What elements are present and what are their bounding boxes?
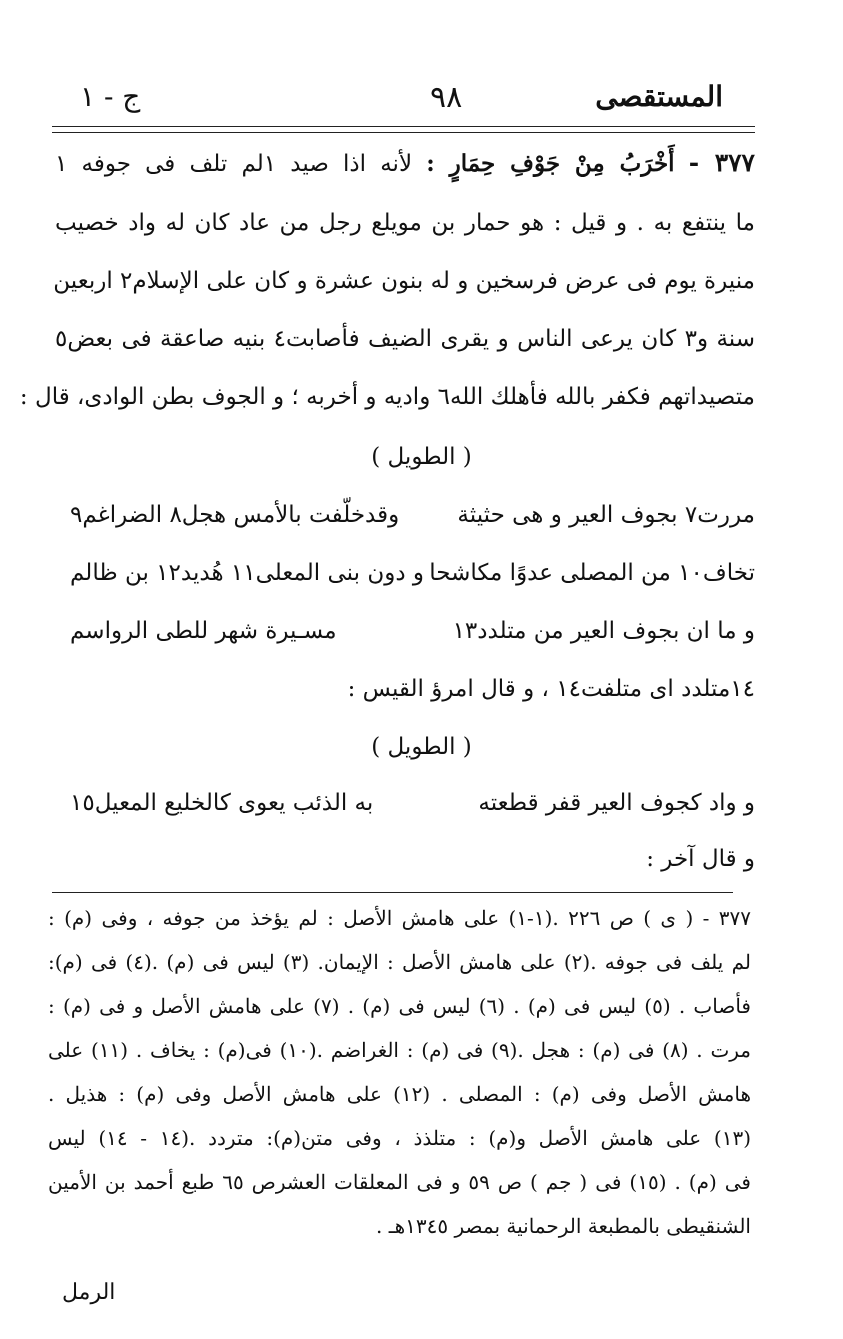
verse-second-hemistich: مسـيرة شهر للطى الرواسم xyxy=(70,618,337,644)
verse-first-hemistich: و ما ان بجوف العير من متلدد١٣ xyxy=(452,618,755,644)
footnote-line: لم يلف فى جوفه .(٢) على هامش الأصل : الإيمان. (٣) ليس فى (م) .(٤) فى (م): xyxy=(48,950,751,974)
page-number: ٩٨ xyxy=(430,80,463,115)
header-rule-top xyxy=(52,126,755,127)
after-verse-line: و قال آخر : xyxy=(646,846,755,872)
verse-first-hemistich: مررت٧ بجوف العير و هى حثيثة xyxy=(457,502,755,528)
entry-line-3: منيرة يوم فى عرض فرسخين و له بنون عشرة و كان على الإسلام٢ اربعين xyxy=(53,268,755,294)
footnote-line: فأصاب . (٥) ليس فى (م) . (٦) ليس فى (م) . (٧) على هامش الأصل و فى (م) : xyxy=(48,994,751,1018)
verse-second-hemistich: به الذئب يعوى كالخليع المعيل١٥ xyxy=(70,790,374,816)
meter-label-1: ( الطويل ) xyxy=(371,444,472,470)
header-rule-bottom xyxy=(52,132,755,133)
gloss-line: ١٤متلدد اى متلفت١٤ ، و قال امرؤ القيس : xyxy=(347,676,755,702)
verse-second-hemistich: وقدخلّفت بالأمس هجل٨ الضراغم٩ xyxy=(70,502,400,528)
footnote-line: فى (م) . (١٥) فى ( جم ) ص ٥٩ و فى المعلقات العشرص ٦٥ طبع أحمد بن الأمين xyxy=(48,1170,751,1194)
entry-number: ٣٧٧ - xyxy=(688,148,755,177)
volume-label: ج - ١ xyxy=(80,80,141,113)
footnote-line: (١٣) على هامش الأصل و(م) : متلذذ ، وفى متن(م): متردد .(١٤ - ١٤) ليس xyxy=(48,1126,751,1150)
footnote-rule xyxy=(52,892,733,893)
catchword: الرمل xyxy=(62,1280,116,1305)
running-header xyxy=(60,80,723,120)
entry-text: لأنه اذا صيد ١لم تلف فى جوفه ١ xyxy=(55,151,413,177)
footnote-line: مرت . (٨) فى (م) : هجل .(٩) فى (م) : الغراضم .(١٠) فى(م) : يخاف . (١١) على xyxy=(48,1038,752,1062)
entry-line-4: سنة و٣ كان يرعى الناس و يقرى الضيف فأصابت٤ بنيه صاعقة فى بعض٥ xyxy=(55,326,755,352)
meter-label-2: ( الطويل ) xyxy=(371,734,472,760)
entry-line-2: ما ينتفع به . و قيل : هو حمار بن مويلع رجل من عاد كان له واد خصيب xyxy=(55,210,755,236)
proverb-heading: أَخْرَبُ مِنْ جَوْفِ حِمَارٍ : xyxy=(426,150,675,177)
entry-line-5: متصيداتهم فكفر بالله فأهلك الله٦ واديه و أخربه ؛ و الجوف بطن الوادى، قال : xyxy=(19,384,755,410)
footnote-line: هامش الأصل وفى (م) : المصلى . (١٢) على هامش الأصل وفى (م) : هذيل . xyxy=(48,1082,752,1106)
footnote-line: الشنقيطى بالمطبعة الرحمانية بمصر ١٣٤٥هـ . xyxy=(376,1214,751,1238)
verse-first-hemistich: و واد كجوف العير قفر قطعته xyxy=(478,790,755,816)
verse-second-hemistich: و دون بنى المعلى١١ هُديد١٢ بن ظالم xyxy=(70,560,424,586)
verse-first-hemistich: تخاف١٠ من المصلى عدوًا مكاشحا xyxy=(429,560,755,586)
book-title: المستقصى xyxy=(595,80,723,113)
entry-line-1 xyxy=(55,148,755,177)
footnote-line: ٣٧٧ - ( ى ) ص ٢٢٦ .(١-١) على هامش الأصل : لم يؤخذ من جوفه ، وفى (م) : xyxy=(48,906,751,930)
